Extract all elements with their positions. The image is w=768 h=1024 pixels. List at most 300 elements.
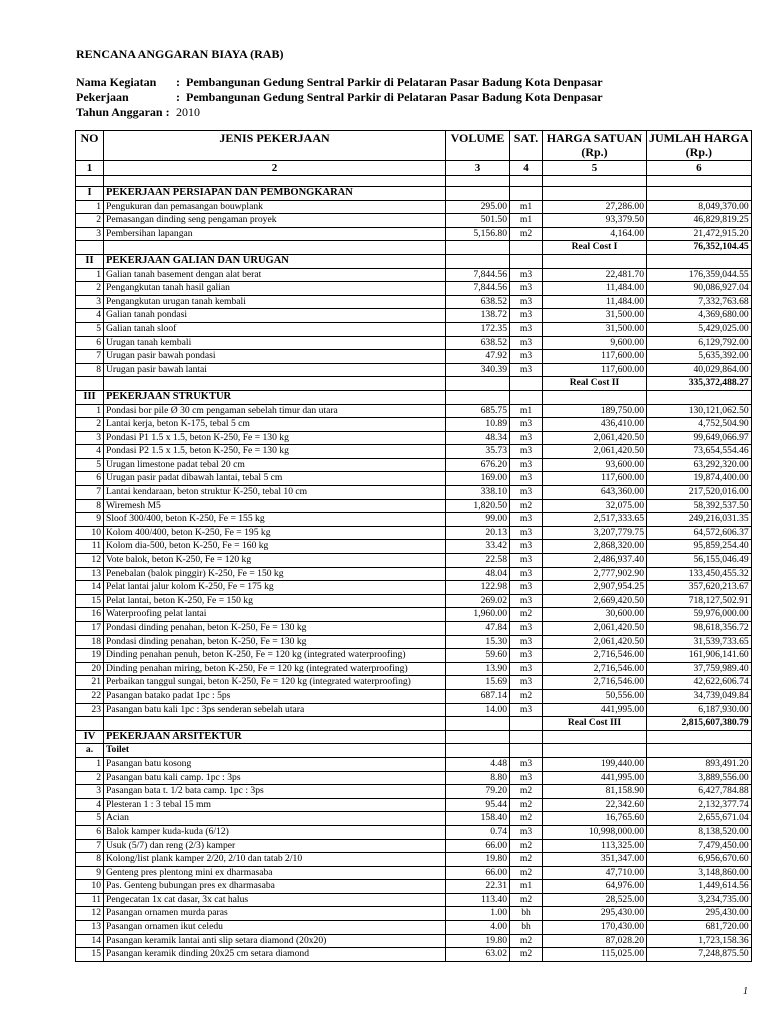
item-total-price: 40,029,864.00 xyxy=(647,363,752,377)
item-total-price: 5,635,392.00 xyxy=(647,350,752,364)
item-unit: m3 xyxy=(510,526,543,540)
item-name: Pondasi bor pile Ø 30 cm pengaman sebelah timur dan utara xyxy=(104,404,446,418)
empty-cell xyxy=(510,187,543,201)
item-number: 14 xyxy=(76,934,104,948)
item-volume: 1,960.00 xyxy=(446,608,510,622)
col-number: 4 xyxy=(510,161,543,176)
item-name: Lantai kendaraan, beton struktur K-250, tebal 10 cm xyxy=(104,486,446,500)
item-unit: m3 xyxy=(510,649,543,663)
item-number: 10 xyxy=(76,880,104,894)
item-unit-price: 643,360.00 xyxy=(543,486,647,500)
item-unit: m3 xyxy=(510,282,543,296)
item-number: 19 xyxy=(76,649,104,663)
item-volume: 15.69 xyxy=(446,676,510,690)
item-number: 15 xyxy=(76,948,104,962)
item-total-price: 893,491.20 xyxy=(647,757,752,771)
item-total-price: 98,618,356.72 xyxy=(647,622,752,636)
table-row xyxy=(76,200,752,214)
item-unit: m3 xyxy=(510,322,543,336)
item-volume: 338.10 xyxy=(446,486,510,500)
item-total-price: 99,649,066.97 xyxy=(647,431,752,445)
item-volume: 687.14 xyxy=(446,689,510,703)
item-volume: 7,844.56 xyxy=(446,282,510,296)
item-unit: m3 xyxy=(510,336,543,350)
table-row xyxy=(76,676,752,690)
item-name: Dinding penahan miring, beton K-250, Fe = 120 kg (integrated waterproofing) xyxy=(104,662,446,676)
item-unit-price: 117,600.00 xyxy=(543,350,647,364)
item-unit-price: 2,716,546.00 xyxy=(543,649,647,663)
item-unit-price: 2,716,546.00 xyxy=(543,676,647,690)
item-volume: 8.80 xyxy=(446,771,510,785)
item-total-price: 357,620,213.67 xyxy=(647,581,752,595)
subtotal-row xyxy=(76,241,752,255)
table-row xyxy=(76,295,752,309)
item-unit-price: 9,600.00 xyxy=(543,336,647,350)
item-number: 4 xyxy=(76,309,104,323)
item-number: 6 xyxy=(76,825,104,839)
empty-cell xyxy=(104,717,446,731)
item-unit: m3 xyxy=(510,676,543,690)
table-row xyxy=(76,880,752,894)
item-name: Urugan pasir padat dibawah lantai, tebal 5 cm xyxy=(104,472,446,486)
item-name: Wiremesh M5 xyxy=(104,499,446,513)
item-unit: m2 xyxy=(510,948,543,962)
item-unit: m3 xyxy=(510,825,543,839)
section-number: a. xyxy=(76,744,104,758)
table-row xyxy=(76,853,752,867)
item-volume: 4.48 xyxy=(446,757,510,771)
item-number: 3 xyxy=(76,227,104,241)
item-name: Balok kamper kuda-kuda (6/12) xyxy=(104,825,446,839)
item-name: Penebalan (balok pinggir) K-250, Fe = 150 kg xyxy=(104,567,446,581)
item-name: Kolom dia-500, beton K-250, Fe = 160 kg xyxy=(104,540,446,554)
item-name: Pasangan keramik lantai anti slip setara diamond (20x20) xyxy=(104,934,446,948)
item-total-price: 7,248,875.50 xyxy=(647,948,752,962)
item-unit: m3 xyxy=(510,703,543,717)
item-name: Pasangan batako padat 1pc : 5ps xyxy=(104,689,446,703)
item-name: Dinding penahan penuh, beton K-250, Fe = 120 kg (integrated waterproofing) xyxy=(104,649,446,663)
item-unit-price: 189,750.00 xyxy=(543,404,647,418)
table-row xyxy=(76,689,752,703)
empty-cell xyxy=(76,377,104,391)
item-unit: m1 xyxy=(510,214,543,228)
item-unit-price: 2,061,420.50 xyxy=(543,622,647,636)
empty-cell xyxy=(510,241,543,255)
item-volume: 95.44 xyxy=(446,798,510,812)
item-unit: m2 xyxy=(510,608,543,622)
item-number: 16 xyxy=(76,608,104,622)
item-unit: m3 xyxy=(510,554,543,568)
item-unit-price: 441,995.00 xyxy=(543,703,647,717)
item-total-price: 681,720.00 xyxy=(647,921,752,935)
meta-kegiatan-value: Pembangunan Gedung Sentral Parkir di Pelataran Pasar Badung Kota Denpasar xyxy=(186,75,603,89)
item-total-price: 90,086,927.04 xyxy=(647,282,752,296)
item-number: 6 xyxy=(76,336,104,350)
table-row xyxy=(76,921,752,935)
header-jenis: JENIS PEKERJAAN xyxy=(104,131,446,161)
header-jumlah: JUMLAH HARGA xyxy=(647,131,752,146)
empty-cell xyxy=(446,176,510,187)
item-unit-price: 81,158.90 xyxy=(543,785,647,799)
item-name: Pelat lantai jalur kolom K-250, Fe = 175 kg xyxy=(104,581,446,595)
item-total-price: 3,148,860.00 xyxy=(647,866,752,880)
empty-cell xyxy=(104,176,446,187)
header-jumlah-unit: (Rp.) xyxy=(647,145,752,161)
header-volume: VOLUME xyxy=(446,131,510,161)
item-unit: m3 xyxy=(510,662,543,676)
rab-table xyxy=(75,130,752,962)
item-name: Urugan pasir bawah lantai xyxy=(104,363,446,377)
item-unit-price: 64,976.00 xyxy=(543,880,647,894)
subtotal-row xyxy=(76,717,752,731)
item-total-price: 718,127,502.91 xyxy=(647,594,752,608)
col-number: 5 xyxy=(543,161,647,176)
table-row xyxy=(76,948,752,962)
section-number: I xyxy=(76,187,104,201)
item-total-price: 4,752,504.90 xyxy=(647,418,752,432)
item-number: 4 xyxy=(76,445,104,459)
section-row xyxy=(76,730,752,744)
item-total-price: 73,654,554.46 xyxy=(647,445,752,459)
table-row xyxy=(76,322,752,336)
item-unit-price: 50,556.00 xyxy=(543,689,647,703)
item-unit-price: 4,164.00 xyxy=(543,227,647,241)
item-name: Pengecatan 1x cat dasar, 3x cat halus xyxy=(104,893,446,907)
item-volume: 269.02 xyxy=(446,594,510,608)
item-name: Pasangan bata t. 1/2 bata camp. 1pc : 3ps xyxy=(104,785,446,799)
empty-cell xyxy=(446,241,510,255)
item-number: 1 xyxy=(76,404,104,418)
item-unit-price: 93,379.50 xyxy=(543,214,647,228)
item-number: 1 xyxy=(76,757,104,771)
item-unit-price: 31,500.00 xyxy=(543,322,647,336)
item-volume: 14.00 xyxy=(446,703,510,717)
item-number: 2 xyxy=(76,771,104,785)
empty-cell xyxy=(446,377,510,391)
table-row xyxy=(76,567,752,581)
item-number: 1 xyxy=(76,268,104,282)
item-number: 6 xyxy=(76,472,104,486)
item-unit: m2 xyxy=(510,499,543,513)
item-unit: m3 xyxy=(510,567,543,581)
col-number: 6 xyxy=(647,161,752,176)
item-name: Pengangkutan urugan tanah kembali xyxy=(104,295,446,309)
section-title: Toilet xyxy=(104,744,446,758)
item-number: 13 xyxy=(76,567,104,581)
item-unit: m3 xyxy=(510,363,543,377)
item-unit: m3 xyxy=(510,472,543,486)
item-number: 23 xyxy=(76,703,104,717)
item-volume: 66.00 xyxy=(446,866,510,880)
item-volume: 47.92 xyxy=(446,350,510,364)
table-row xyxy=(76,214,752,228)
item-number: 8 xyxy=(76,853,104,867)
item-unit-price: 2,061,420.50 xyxy=(543,431,647,445)
item-number: 7 xyxy=(76,350,104,364)
item-volume: 676.20 xyxy=(446,458,510,472)
item-name: Pasangan ornamen ikut celedu xyxy=(104,921,446,935)
item-unit: m1 xyxy=(510,404,543,418)
item-unit-price: 31,500.00 xyxy=(543,309,647,323)
item-volume: 59.60 xyxy=(446,649,510,663)
empty-cell xyxy=(510,254,543,268)
item-number: 2 xyxy=(76,418,104,432)
item-unit: m3 xyxy=(510,513,543,527)
item-name: Kolom 400/400, beton K-250, Fe = 195 kg xyxy=(104,526,446,540)
item-unit-price: 22,342.60 xyxy=(543,798,647,812)
item-name: Pasangan keramik dinding 20x25 cm setara diamond xyxy=(104,948,446,962)
item-number: 5 xyxy=(76,458,104,472)
table-row xyxy=(76,635,752,649)
item-unit: m2 xyxy=(510,853,543,867)
table-row xyxy=(76,934,752,948)
item-name: Perbaikan tanggul sungai, beton K-250, Fe = 120 kg (integrated waterproofing) xyxy=(104,676,446,690)
item-total-price: 6,427,784.88 xyxy=(647,785,752,799)
item-number: 9 xyxy=(76,866,104,880)
table-body xyxy=(76,176,752,962)
item-unit-price: 2,486,937.40 xyxy=(543,554,647,568)
item-unit-price: 32,075.00 xyxy=(543,499,647,513)
item-total-price: 176,359,044.55 xyxy=(647,268,752,282)
empty-cell xyxy=(543,176,647,187)
item-unit: m2 xyxy=(510,893,543,907)
item-unit: m2 xyxy=(510,227,543,241)
table-row xyxy=(76,907,752,921)
meta-pekerjaan xyxy=(76,90,603,105)
table-row xyxy=(76,458,752,472)
item-unit-price: 93,600.00 xyxy=(543,458,647,472)
item-volume: 7,844.56 xyxy=(446,268,510,282)
item-total-price: 4,369,680.00 xyxy=(647,309,752,323)
item-number: 5 xyxy=(76,812,104,826)
item-name: Acian xyxy=(104,812,446,826)
item-volume: 295.00 xyxy=(446,200,510,214)
col-number: 3 xyxy=(446,161,510,176)
item-number: 9 xyxy=(76,513,104,527)
empty-cell xyxy=(647,744,752,758)
item-number: 21 xyxy=(76,676,104,690)
table-row xyxy=(76,431,752,445)
item-volume: 20.13 xyxy=(446,526,510,540)
item-name: Pasangan batu kali 1pc : 3ps senderan sebelah utara xyxy=(104,703,446,717)
item-total-price: 19,874,400.00 xyxy=(647,472,752,486)
item-volume: 79.20 xyxy=(446,785,510,799)
item-unit-price: 2,061,420.50 xyxy=(543,445,647,459)
empty-cell xyxy=(510,730,543,744)
item-total-price: 59,976,000.00 xyxy=(647,608,752,622)
item-name: Galian tanah pondasi xyxy=(104,309,446,323)
item-volume: 340.39 xyxy=(446,363,510,377)
empty-cell xyxy=(446,744,510,758)
item-total-price: 31,539,733.65 xyxy=(647,635,752,649)
item-name: Sloof 300/400, beton K-250, Fe = 155 kg xyxy=(104,513,446,527)
item-name: Pasangan batu kosong xyxy=(104,757,446,771)
item-name: Waterproofing pelat lantai xyxy=(104,608,446,622)
table-row xyxy=(76,703,752,717)
item-total-price: 56,155,046.49 xyxy=(647,554,752,568)
section-title: PEKERJAAN GALIAN DAN URUGAN xyxy=(104,254,446,268)
item-volume: 0.74 xyxy=(446,825,510,839)
item-volume: 35.73 xyxy=(446,445,510,459)
item-unit-price: 47,710.00 xyxy=(543,866,647,880)
section-row xyxy=(76,187,752,201)
section-row xyxy=(76,254,752,268)
item-name: Pengukuran dan pemasangan bouwplank xyxy=(104,200,446,214)
item-total-price: 6,187,930.00 xyxy=(647,703,752,717)
item-unit: m2 xyxy=(510,934,543,948)
table-row xyxy=(76,540,752,554)
empty-cell xyxy=(446,254,510,268)
subtotal-value: 2,815,607,380.79 xyxy=(647,717,752,731)
table-row xyxy=(76,662,752,676)
item-name: Pondasi P1 1.5 x 1.5, beton K-250, Fe = 130 kg xyxy=(104,431,446,445)
item-number: 3 xyxy=(76,295,104,309)
item-total-price: 7,479,450.00 xyxy=(647,839,752,853)
table-row xyxy=(76,812,752,826)
item-total-price: 133,450,455.32 xyxy=(647,567,752,581)
empty-cell xyxy=(446,390,510,404)
meta-pekerjaan-label: Pekerjaan xyxy=(76,90,129,104)
table-row xyxy=(76,309,752,323)
empty-cell xyxy=(647,730,752,744)
item-unit-price: 170,430.00 xyxy=(543,921,647,935)
empty-cell xyxy=(510,176,543,187)
table-row xyxy=(76,893,752,907)
item-unit: m3 xyxy=(510,309,543,323)
table-row xyxy=(76,336,752,350)
empty-cell xyxy=(446,730,510,744)
item-volume: 158.40 xyxy=(446,812,510,826)
item-number: 18 xyxy=(76,635,104,649)
item-total-price: 3,889,556.00 xyxy=(647,771,752,785)
column-number-row xyxy=(76,161,752,176)
item-total-price: 2,132,377.74 xyxy=(647,798,752,812)
subtotal-label: Real Cost III xyxy=(543,717,647,731)
item-number: 7 xyxy=(76,839,104,853)
item-unit-price: 115,025.00 xyxy=(543,948,647,962)
item-name: Pas. Genteng bubungan pres ex dharmasaba xyxy=(104,880,446,894)
item-volume: 22.31 xyxy=(446,880,510,894)
item-volume: 685.75 xyxy=(446,404,510,418)
item-total-price: 63,292,320.00 xyxy=(647,458,752,472)
item-unit: m3 xyxy=(510,757,543,771)
item-unit: m2 xyxy=(510,785,543,799)
item-unit-price: 28,525.00 xyxy=(543,893,647,907)
empty-cell xyxy=(543,744,647,758)
item-number: 4 xyxy=(76,798,104,812)
empty-cell xyxy=(104,241,446,255)
item-volume: 1.00 xyxy=(446,907,510,921)
item-unit-price: 113,325.00 xyxy=(543,839,647,853)
table-row xyxy=(76,622,752,636)
item-unit: m3 xyxy=(510,268,543,282)
table-row xyxy=(76,757,752,771)
empty-cell xyxy=(510,717,543,731)
item-volume: 113.40 xyxy=(446,893,510,907)
section-title: PEKERJAAN ARSITEKTUR xyxy=(104,730,446,744)
item-unit-price: 199,440.00 xyxy=(543,757,647,771)
item-unit: m3 xyxy=(510,418,543,432)
item-unit-price: 10,998,000.00 xyxy=(543,825,647,839)
item-total-price: 42,622,606.74 xyxy=(647,676,752,690)
item-volume: 501.50 xyxy=(446,214,510,228)
table-row xyxy=(76,649,752,663)
empty-cell xyxy=(647,254,752,268)
item-number: 12 xyxy=(76,907,104,921)
table-row xyxy=(76,798,752,812)
table-row xyxy=(76,771,752,785)
meta-pekerjaan-sep: : xyxy=(176,90,180,104)
item-unit-price: 2,907,954.25 xyxy=(543,581,647,595)
item-unit-price: 117,600.00 xyxy=(543,472,647,486)
item-volume: 172.35 xyxy=(446,322,510,336)
item-unit: m3 xyxy=(510,350,543,364)
item-name: Pelat lantai, beton K-250, Fe = 150 kg xyxy=(104,594,446,608)
item-unit: m3 xyxy=(510,458,543,472)
empty-cell xyxy=(543,254,647,268)
item-volume: 10.89 xyxy=(446,418,510,432)
table-row xyxy=(76,282,752,296)
meta-kegiatan-sep: : xyxy=(176,75,180,89)
item-unit-price: 22,481.70 xyxy=(543,268,647,282)
empty-cell xyxy=(647,187,752,201)
table-row xyxy=(76,866,752,880)
item-unit-price: 16,765.60 xyxy=(543,812,647,826)
item-volume: 63.02 xyxy=(446,948,510,962)
item-unit: bh xyxy=(510,921,543,935)
item-volume: 48.04 xyxy=(446,567,510,581)
empty-cell xyxy=(647,176,752,187)
item-number: 1 xyxy=(76,200,104,214)
item-unit: m2 xyxy=(510,812,543,826)
item-unit-price: 2,669,420.50 xyxy=(543,594,647,608)
empty-cell xyxy=(76,717,104,731)
item-total-price: 46,829,819.25 xyxy=(647,214,752,228)
item-volume: 15.30 xyxy=(446,635,510,649)
meta-tahun-label: Tahun Anggaran : xyxy=(76,105,170,119)
empty-cell xyxy=(76,241,104,255)
item-name: Urugan pasir bawah pondasi xyxy=(104,350,446,364)
item-volume: 48.34 xyxy=(446,431,510,445)
item-name: Pondasi P2 1.5 x 1.5, beton K-250, Fe = 130 kg xyxy=(104,445,446,459)
item-number: 20 xyxy=(76,662,104,676)
item-total-price: 1,723,158.36 xyxy=(647,934,752,948)
item-unit: m3 xyxy=(510,594,543,608)
item-unit-price: 295,430.00 xyxy=(543,907,647,921)
item-total-price: 217,520,016.00 xyxy=(647,486,752,500)
document-title: RENCANA ANGGARAN BIAYA (RAB) xyxy=(76,47,284,61)
item-volume: 138.72 xyxy=(446,309,510,323)
item-number: 12 xyxy=(76,554,104,568)
item-number: 8 xyxy=(76,499,104,513)
item-unit-price: 2,517,333.65 xyxy=(543,513,647,527)
item-unit: m3 xyxy=(510,486,543,500)
subsection-row xyxy=(76,744,752,758)
item-total-price: 130,121,062.50 xyxy=(647,404,752,418)
item-volume: 169.00 xyxy=(446,472,510,486)
item-volume: 22.58 xyxy=(446,554,510,568)
section-number: IV xyxy=(76,730,104,744)
item-unit: m3 xyxy=(510,622,543,636)
item-total-price: 5,429,025.00 xyxy=(647,322,752,336)
item-total-price: 8,138,520.00 xyxy=(647,825,752,839)
item-unit-price: 30,600.00 xyxy=(543,608,647,622)
item-total-price: 249,216,031.35 xyxy=(647,513,752,527)
subtotal-label: Real Cost I xyxy=(543,241,647,255)
item-name: Kolong/list plank kamper 2/20, 2/10 dan tatab 2/10 xyxy=(104,853,446,867)
item-name: Usuk (5/7) dan reng (2/3) kamper xyxy=(104,839,446,853)
item-total-price: 161,906,141.60 xyxy=(647,649,752,663)
